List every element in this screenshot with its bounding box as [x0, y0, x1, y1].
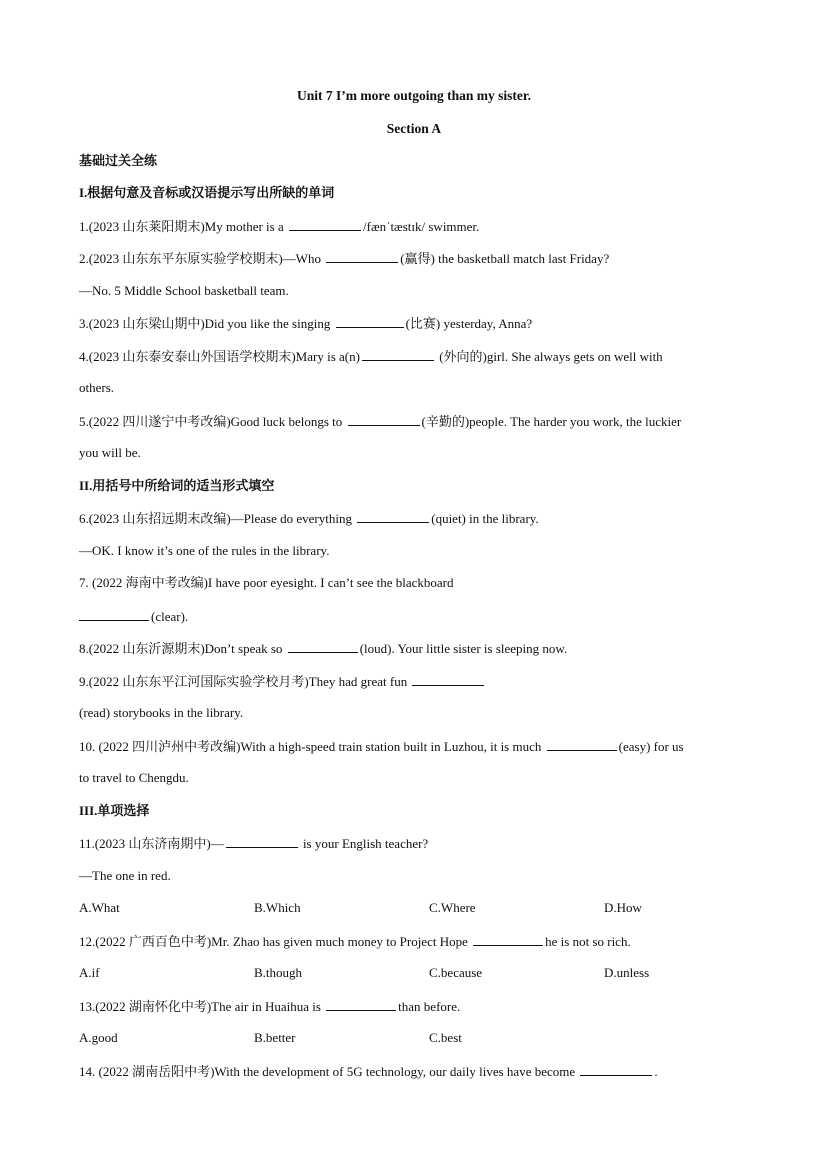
q6-answer-line: —OK. I know it’s one of the rules in the library. [79, 543, 330, 558]
q7-source: 7. (2022 海南中考改编) [79, 575, 208, 590]
answer-blank[interactable] [348, 413, 420, 426]
answer-blank[interactable] [326, 998, 396, 1011]
q12-option-d[interactable]: D.unless [604, 965, 650, 980]
q4-continuation: others. [79, 380, 115, 395]
question-6: 6.(2023 山东招远期末改编)—Please do everything (quiet) in the library. [79, 511, 539, 526]
part2-heading: II.用括号中所给词的适当形式填空 [79, 478, 275, 493]
answer-blank[interactable] [357, 510, 429, 523]
answer-blank[interactable] [547, 738, 617, 751]
question-1: 1.(2023 山东莱阳期末)My mother is a /fænˈtæstɪk/ swimmer. [79, 219, 480, 234]
practice-title: 基础过关全练 [79, 153, 158, 168]
answer-blank[interactable] [473, 933, 543, 946]
question-9: 9.(2022 山东东平江河国际实验学校月考)They had great fun [79, 673, 486, 690]
section-title: Section A [386, 121, 442, 136]
q13-option-c[interactable]: C.best [429, 1030, 462, 1045]
q9-continuation: (read) storybooks in the library. [79, 705, 244, 720]
q13-option-b[interactable]: B.better [254, 1030, 296, 1045]
q10-source: 10. (2022 四川泸州中考改编) [79, 739, 241, 754]
question-8: 8.(2022 山东沂源期末)Don’t speak so (loud). Your little sister is sleeping now. [79, 641, 568, 656]
q4-source: 4.(2023 山东泰安泰山外国语学校期末) [79, 349, 296, 364]
q6-source: 6.(2023 山东招远期末改编) [79, 511, 231, 526]
question-3: 3.(2023 山东梁山期中)Did you like the singing (比赛) yesterday, Anna? [79, 316, 533, 331]
q12-source: 12.(2022 广西百色中考) [79, 934, 212, 949]
question-5: 5.(2022 四川遂宁中考改编)Good luck belongs to (辛勤的)people. The harder you work, the luckier [79, 414, 682, 429]
q3-source: 3.(2023 山东梁山期中) [79, 316, 205, 331]
question-14: 14. (2022 湖南岳阳中考)With the development of 5G technology, our daily lives have become . [79, 1064, 658, 1079]
question-13: 13.(2022 湖南怀化中考)The air in Huaihua is than before. [79, 999, 461, 1014]
q2-answer-line: —No. 5 Middle School basketball team. [79, 283, 289, 298]
q14-source: 14. (2022 湖南岳阳中考) [79, 1064, 215, 1079]
q11-option-d[interactable]: D.How [604, 900, 642, 915]
q13-source: 13.(2022 湖南怀化中考) [79, 999, 212, 1014]
question-2: 2.(2023 山东东平东原实验学校期末)—Who (赢得) the basketball match last Friday? [79, 251, 610, 266]
q11-source: 11.(2023 山东济南期中) [79, 836, 211, 851]
answer-blank[interactable] [326, 250, 398, 263]
answer-blank[interactable] [412, 673, 484, 686]
q11-answer-line: —The one in red. [79, 868, 171, 883]
answer-blank[interactable] [226, 835, 298, 848]
q9-source: 9.(2022 山东东平江河国际实验学校月考) [79, 674, 309, 689]
q11-option-a[interactable]: A.What [79, 900, 120, 915]
question-11: 11.(2023 山东济南期中)— is your English teacher? [79, 836, 429, 851]
q5-continuation: you will be. [79, 445, 141, 460]
question-4: 4.(2023 山东泰安泰山外国语学校期末)Mary is a(n) (外向的)girl. She always gets on well with [79, 349, 663, 364]
question-7: 7. (2022 海南中考改编)I have poor eyesight. I can’t see the blackboard [79, 575, 454, 590]
unit-title: Unit 7 I’m more outgoing than my sister. [296, 88, 531, 103]
q12-option-b[interactable]: B.though [254, 965, 303, 980]
answer-blank[interactable] [580, 1063, 652, 1076]
question-10: 10. (2022 四川泸州中考改编)With a high-speed train station built in Luzhou, it is much (easy) for us [79, 739, 684, 754]
answer-blank[interactable] [336, 315, 404, 328]
answer-blank[interactable] [362, 348, 434, 361]
q12-option-c[interactable]: C.because [429, 965, 483, 980]
answer-blank[interactable] [289, 218, 361, 231]
q5-source: 5.(2022 四川遂宁中考改编) [79, 414, 231, 429]
q11-option-b[interactable]: B.Which [254, 900, 301, 915]
q11-option-c[interactable]: C.Where [429, 900, 476, 915]
q12-option-a[interactable]: A.if [79, 965, 100, 980]
q13-option-a[interactable]: A.good [79, 1030, 118, 1045]
q10-continuation: to travel to Chengdu. [79, 770, 189, 785]
answer-blank[interactable] [79, 608, 149, 621]
q8-source: 8.(2022 山东沂源期末) [79, 641, 205, 656]
q7-continuation: (clear). [79, 608, 188, 625]
part3-heading: III.单项选择 [79, 803, 150, 818]
q2-source: 2.(2023 山东东平东原实验学校期末) [79, 251, 283, 266]
answer-blank[interactable] [288, 640, 358, 653]
q1-source: 1.(2023 山东莱阳期末) [79, 219, 205, 234]
question-12: 12.(2022 广西百色中考)Mr. Zhao has given much money to Project Hope he is not so rich. [79, 934, 631, 949]
part1-heading: I.根据句意及音标或汉语提示写出所缺的单词 [79, 185, 335, 200]
